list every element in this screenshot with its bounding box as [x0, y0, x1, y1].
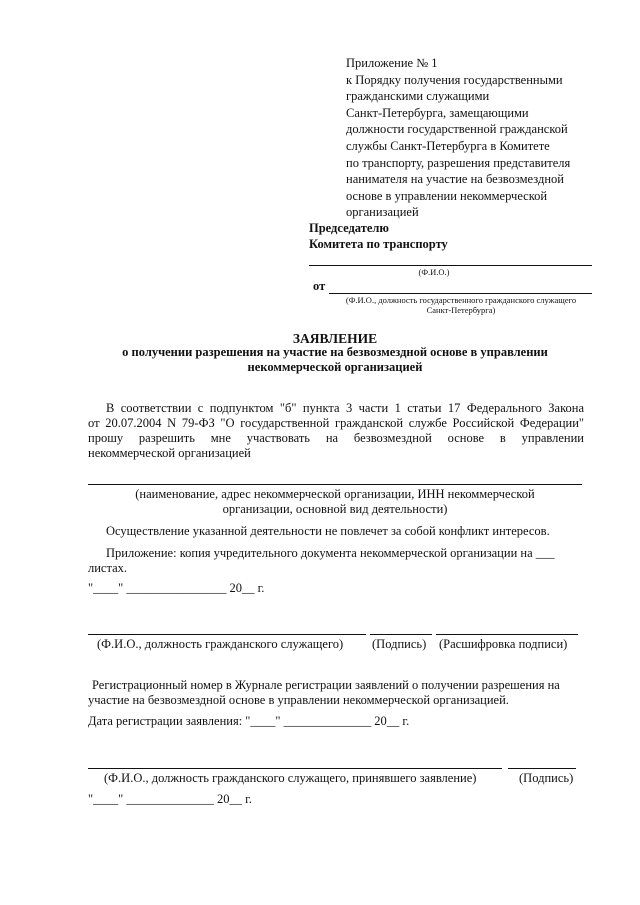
appendix-line: Санкт-Петербурга, замещающими	[346, 105, 529, 120]
appendix-block	[346, 55, 606, 221]
appendix-line: должности государственной гражданской	[346, 122, 568, 137]
conflict-statement: Осуществление указанной деятельности не повлечет за собой конфликт интересов.	[106, 524, 550, 538]
statement-title: ЗАЯВЛЕНИЕ	[292, 331, 378, 346]
sig2-sign-line	[508, 768, 576, 769]
appendix-line: основе в управлении некоммерческой	[346, 188, 548, 203]
from-caption-1: (Ф.И.О., должность государственного гражданского служащего	[345, 295, 577, 305]
sig1-decode-line	[436, 634, 578, 635]
from-caption-2: Санкт-Петербурга)	[426, 305, 496, 315]
sig2-date: "____" ______________ 20__ г.	[88, 792, 252, 806]
appendix-line: к Порядку получения государственными	[346, 72, 563, 87]
sig2-fio-caption: (Ф.И.О., должность гражданского служащего, принявшего заявление)	[104, 771, 477, 785]
body-para-3: прошу разрешить мне участвовать на безвозмездной основе в управлении	[88, 431, 584, 445]
appendix-line: гражданскими служащими	[346, 89, 490, 104]
sig2-sign-caption: (Подпись)	[519, 771, 574, 785]
sig1-fio-caption: (Ф.И.О., должность гражданского служащего)	[97, 637, 344, 651]
addressee-line-1: Председателю	[309, 221, 389, 235]
attachment-line-2: листах.	[88, 561, 128, 575]
sig1-sign-caption: (Подпись)	[372, 637, 427, 651]
sig1-sign-line	[370, 634, 432, 635]
fio-line	[309, 265, 592, 266]
appendix-line: по транспорту, разрешения представителя	[346, 155, 571, 170]
fio-caption: (Ф.И.О.)	[418, 267, 450, 277]
statement-subtitle-1: о получении разрешения на участие на безвозмездной основе в управлении	[122, 345, 548, 359]
statement-subtitle-2: некоммерческой организацией	[247, 360, 423, 374]
registration-date: Дата регистрации заявления: "____" ______________ 20__ г.	[88, 714, 410, 728]
appendix-line: организацией	[346, 205, 419, 220]
from-line	[329, 293, 592, 294]
appendix-line: нанимателя на участие на безвозмездной	[346, 172, 564, 187]
org-line	[88, 484, 582, 485]
sig1-decode-caption: (Расшифровка подписи)	[439, 637, 568, 651]
sig1-fio-line	[88, 634, 366, 635]
body-para-4: некоммерческой организацией	[88, 446, 251, 460]
registration-line-1: Регистрационный номер в Журнале регистрации заявлений о получении разрешения на	[92, 678, 560, 692]
appendix-title: Приложение № 1	[346, 56, 438, 70]
body-para-2: от 20.07.2004 N 79-ФЗ "О государственной гражданской службе Российской Федерации"	[88, 416, 584, 430]
sig2-fio-line	[88, 768, 502, 769]
body-para-1: В соответствии с подпунктом "б" пункта 3 части 1 статьи 17 Федерального Закона	[106, 401, 584, 415]
from-label: от	[313, 279, 326, 293]
registration-line-2: участие на безвозмездной основе в управлении некоммерческой организацией.	[88, 693, 509, 707]
date-line-1: "____" ________________ 20__ г.	[88, 581, 265, 595]
org-caption-2: организации, основной вид деятельности)	[222, 502, 448, 516]
appendix-line: службы Санкт-Петербурга в Комитете	[346, 138, 550, 153]
org-caption-1: (наименование, адрес некоммерческой организации, ИНН некоммерческой	[135, 487, 535, 501]
addressee-line-2: Комитета по транспорту	[309, 237, 448, 251]
attachment-line-1: Приложение: копия учредительного документа некоммерческой организации на ___	[106, 546, 555, 560]
